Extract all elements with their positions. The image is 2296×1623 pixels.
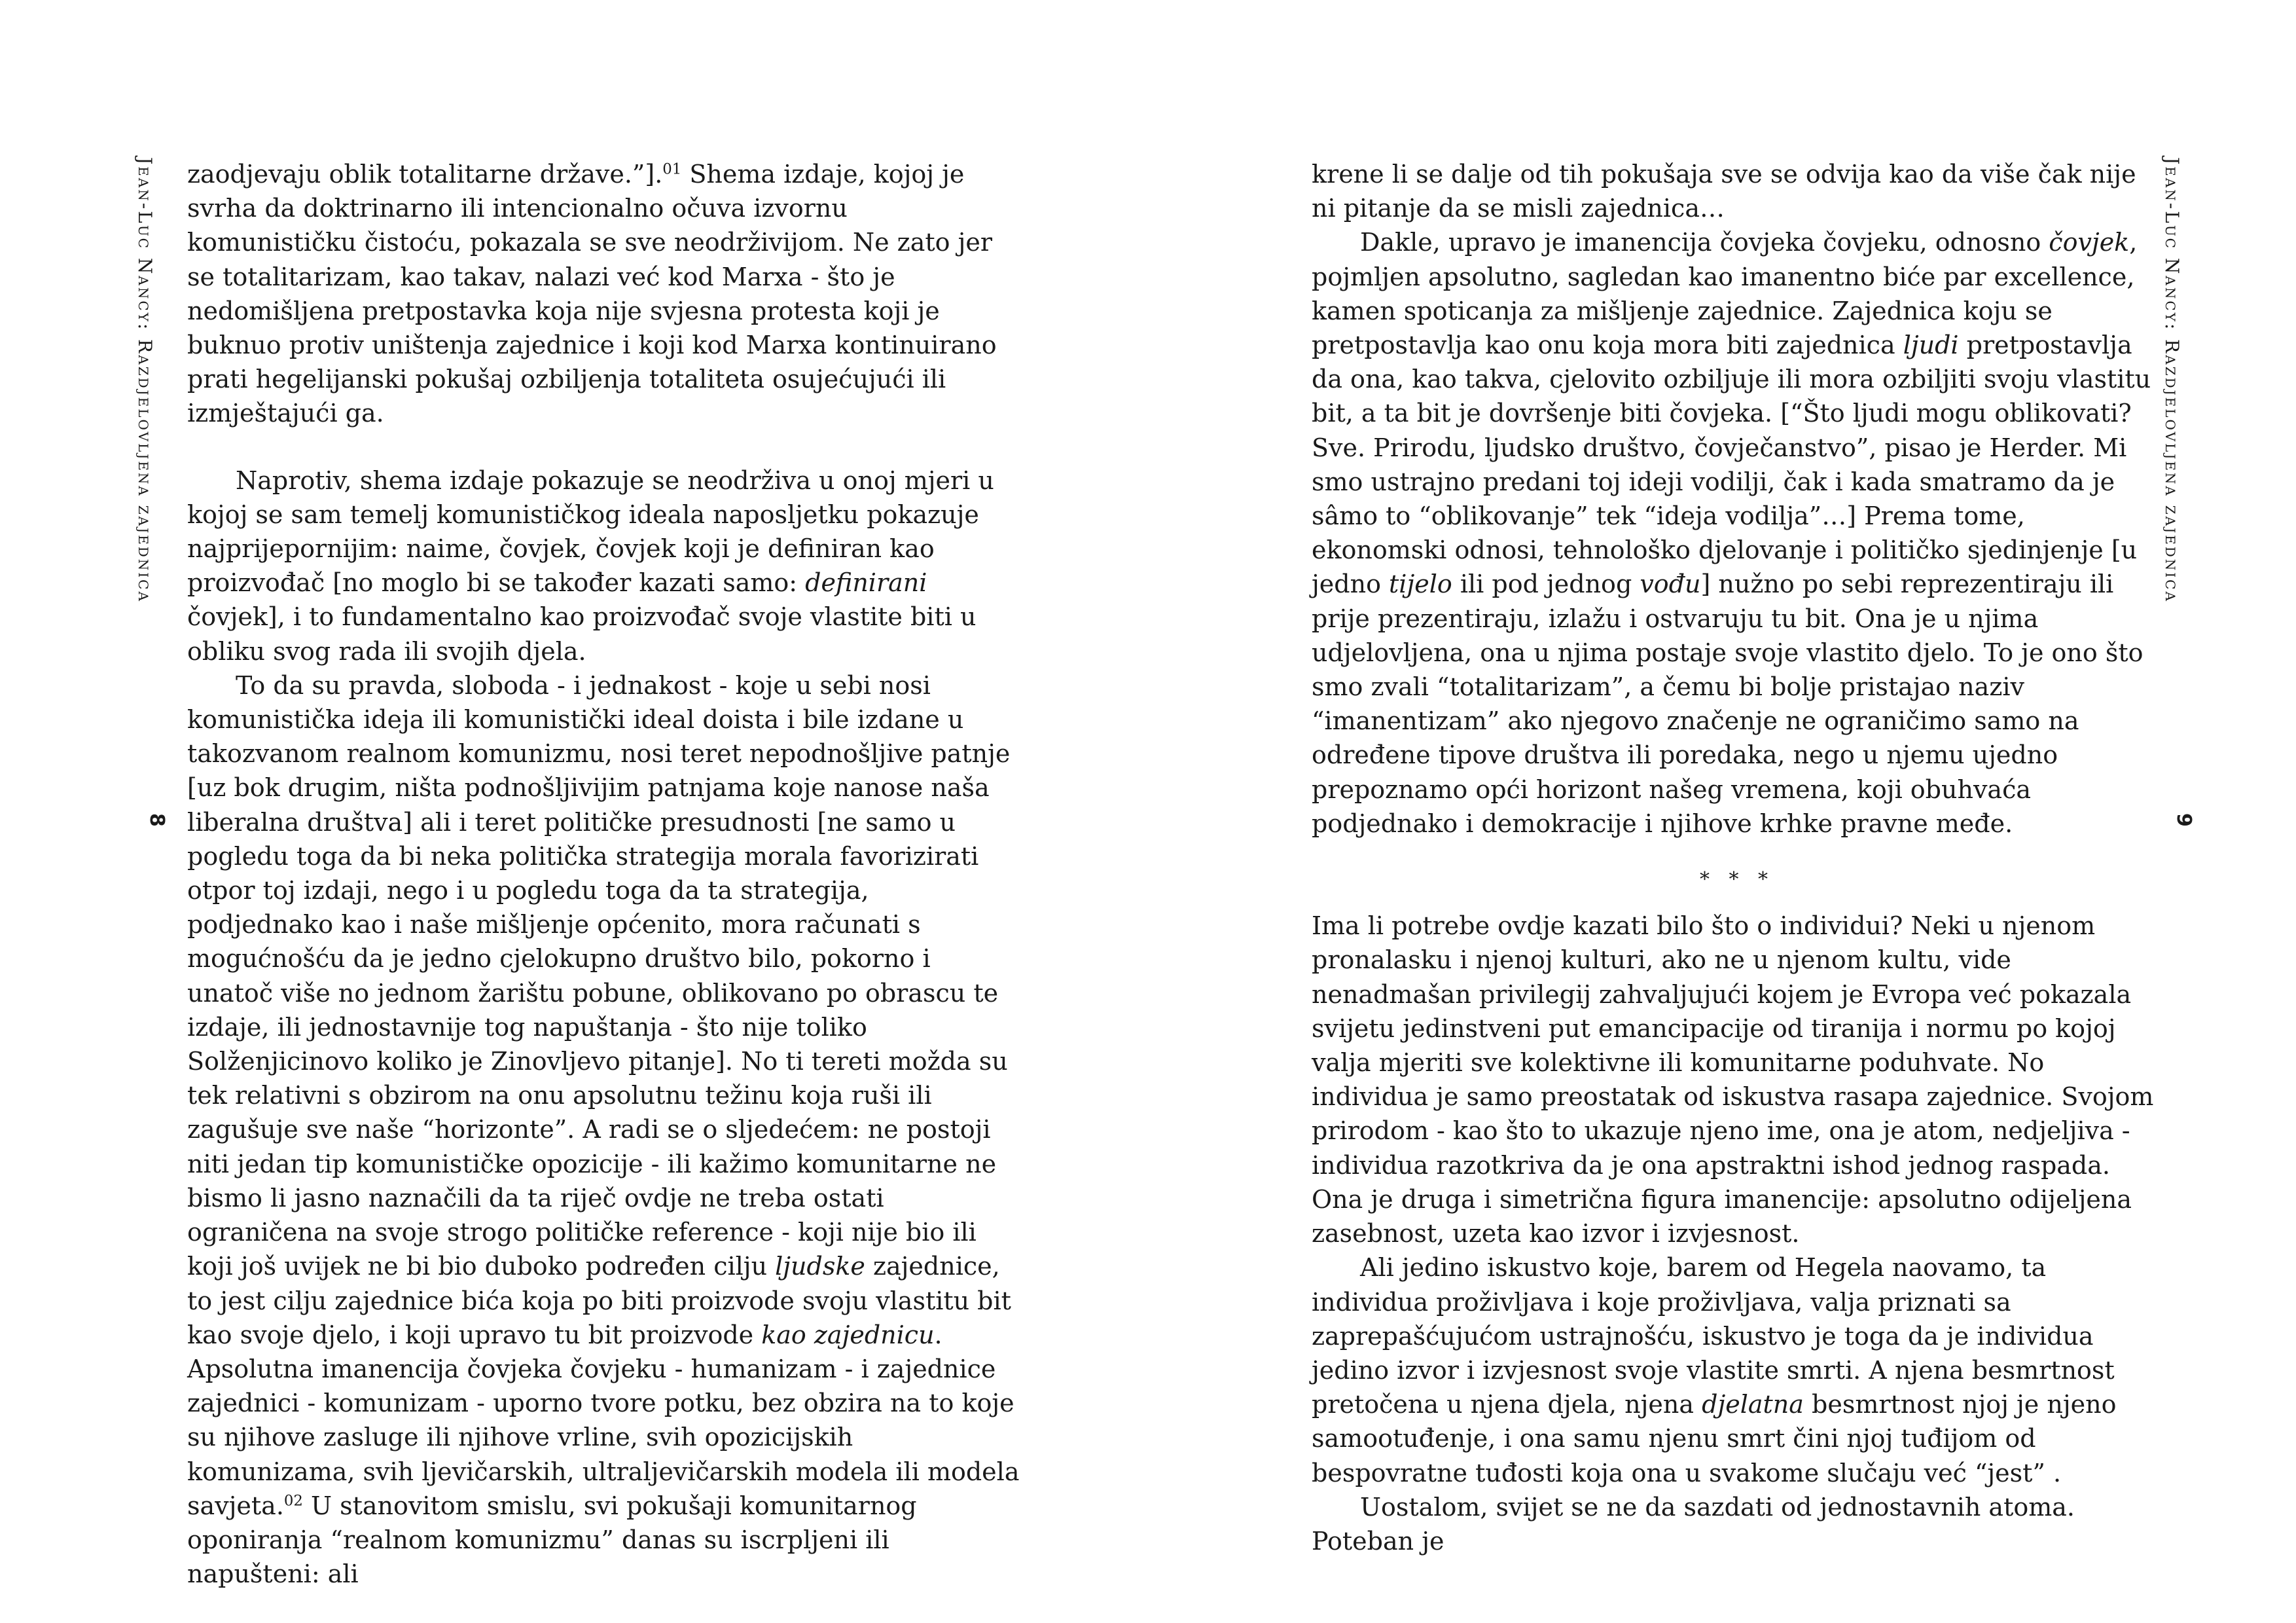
section-separator: * * * xyxy=(1699,868,1775,892)
paragraph: Ima li potrebe ovdje kazati bilo što o individui? Neki u njenom pronalasku i njenoj kulturi, ako ne u njenom kultu, vide nenadmašan privilegij zahvaljujući kojem je Evropa već pokazala svijetu jedinstveni put emancipacije od tiranija i normu po kojoj valja mjeriti sve kolektivne ili komunitarne poduhvate. No individua je samo preostatak od iskustva rasapa zajednice. Svojom prirodom - kao što to ukazuje njeno ime, ona je atom, nedjeljiva - individua razotkriva da je ona apstraktni ishod jednog raspada. Ona je druga i simetrična figura imanencije: apsolutno odijeljena zasebnost, uzeta kao izvor i izvjesnost. xyxy=(1312,911,2154,1249)
paragraph: Naprotiv, shema izdaje pokazuje se neodrživa u onoj mjeri u kojoj se sam temelj komunističkog ideala naposljetku pokazuje najprijepornijim: naime, čovjek, čovjek koji je definiran kao proizvođač [no moglo bi se također kazati samo: definirani čovjek], i to fundamentalno kao proizvođač svoje vlastite biti u obliku svog rada ili svojih djela. xyxy=(187,465,994,666)
running-head: Jean-Luc Nancy: Razdjelovljena zajednica xyxy=(134,157,156,603)
paragraph: Ali jedino iskustvo koje, barem od Hegela naovamo, ta individua proživljava i koje proživljava, valja priznati sa zaprepašćujućom ustrajnošću, iskustvo je toga da je individua jedino izvor i izvjesnost svoje vlastite smrti. A njena besmrtnost pretočena u njena djela, njena djelatna besmrtnost njoj je njeno samootuđenje, i ona samu njenu smrt čini njoj tuđijom od bespovratne tuđosti koja ona u svakome slučaju već “jest” . xyxy=(1312,1253,2117,1487)
right-page xyxy=(1148,0,2296,1623)
paragraph: Dakle, upravo je imanencija čovjeka čovjeku, odnosno čovjek, pojmljen apsolutno, sagledan kao imanentno biće par excellence, kamen spoticanja za mišljenje zajednice. Zajednica koju se pretpostavlja kao onu koja mora biti zajednica ljudi pretpostavlja da ona, kao takva, cjelovito ozbiljuje ili mora ozbiljiti svoju vlastitu bit, a ta bit je dovršenje biti čovjeka. [“Što ljudi mogu oblikovati? Sve. Prirodu, ljudsko društvo, čovječanstvo”, pisao je Herder. Mi smo ustrajno predani toj ideji vodilji, čak i kada smatramo da je sâmo to “oblikovanje” tek “ideja vodilja”…] Prema tome, ekonomski odnosi, tehnološko djelovanje i političko sjedinjenje [u jedno tijelo ili pod jednog vođu] nužno po sebi reprezentiraju ili prije prezentiraju, izlažu i ostvaruju tu bit. Ona je u njima udjelovljena, ona u njima postaje svoje vlastito djelo. To je ono što smo zvali “totalitarizam”, a čemu bi bolje pristajao naziv “imanentizam” ako njegovo značenje ne ograničimo samo na određene tipove društva ili poredaka, nego u njemu ujedno prepoznamo opći horizont našeg vremena, koji obuhvaća podjednako i demokracije i njihove krhke pravne međe. xyxy=(1312,228,2151,838)
running-head: Jean-Luc Nancy: Razdjelovljena zajednica xyxy=(2161,157,2183,603)
paragraph: Uostalom, svijet se ne da sazdati od jednostavnih atoma. Poteban je xyxy=(1312,1492,2075,1556)
paragraph: krene li se dalje od tih pokušaja sve se odvija kao da više čak nije ni pitanje da se misli zajednica… xyxy=(1312,160,2136,223)
page-number: 8 xyxy=(145,813,168,827)
footnote-ref[interactable]: 01 xyxy=(662,160,682,178)
footnote-ref[interactable]: 02 xyxy=(283,1492,303,1510)
body-text xyxy=(187,157,1020,1591)
page-number: 9 xyxy=(2172,813,2195,827)
body-text xyxy=(1312,157,2162,1558)
paragraph: To da su pravda, sloboda - i jednakost - koje u sebi nosi komunistička ideja ili komunistički ideal doista i bile izdane u takozvanom realnom komunizmu, nosi teret nepodnošljive patnje [uz bok drugim, ništa podnošljivijim patnjama koje nanose naša liberalna društva] ali i teret političke presudnosti [ne samo u pogledu toga da bi neka politička strategija morala favorizirati otpor toj izdaji, nego i u pogledu toga da ta strategija, podjednako kao i naše mišljenje općenito, mora računati s mogućnošću da je jedno cjelokupno društvo bilo, pokorno i unatoč više no jednom žarištu pobune, oblikovano po obrascu te izdaje, ili jednostavnije tog napuštanja - što nije toliko Solženjicinovo koliko je Zinovljevo pitanje]. No ti tereti možda su tek relativni s obzirom na onu apsolutnu težinu koja ruši ili zagušuje sve naše “horizonte”. A radi se o sljedećem: ne postoji niti jedan tip komunističke opozicije - ili kažimo komunitarne ne bismo li jasno naznačili da ta riječ ovdje ne treba ostati ograničena na svoje strogo političke reference - koji nije bio ili koji još uvijek ne bi bio duboko podređen cilju ljudske zajednice, to jest cilju zajednice bića koja po biti proizvode svoju vlastitu bit kao svoje djelo, i koji upravo tu bit proizvode kao zajednicu. Apsolutna imanencija čovjeka čovjeku - humanizam - i zajednice zajednici - komunizam - uporno tvore potku, bez obzira na to koje su njihove zasluge ili njihove vrline, svih opozicijskih komunizama, svih ljevičarskih, ultraljevičarskih modela ili modela savjeta.$^{02}$ U stanovitom smislu, svi pokušaji komunitarnog oponiranja “realnom komunizmu” danas su iscrpljeni ili napušteni: ali xyxy=(187,670,1020,1589)
paragraph: zaodjevaju oblik totalitarne države.”].$^{01}$ Shema izdaje, kojoj je svrha da doktrinarno ili intencionalno očuva izvornu komunističku čistoću, pokazala se sve neodrživijom. Ne zato jer se totalitarizam, kao takav, nalazi već kod Marxa - što je nedomišljena pretpostavka koja nije svjesna protesta koji je buknuo protiv uništenja zajednice i koji kod Marxa kontinuirano prati hegelijanski pokušaj ozbiljenja totaliteta osujećujući ili izmještajući ga. xyxy=(187,160,997,428)
